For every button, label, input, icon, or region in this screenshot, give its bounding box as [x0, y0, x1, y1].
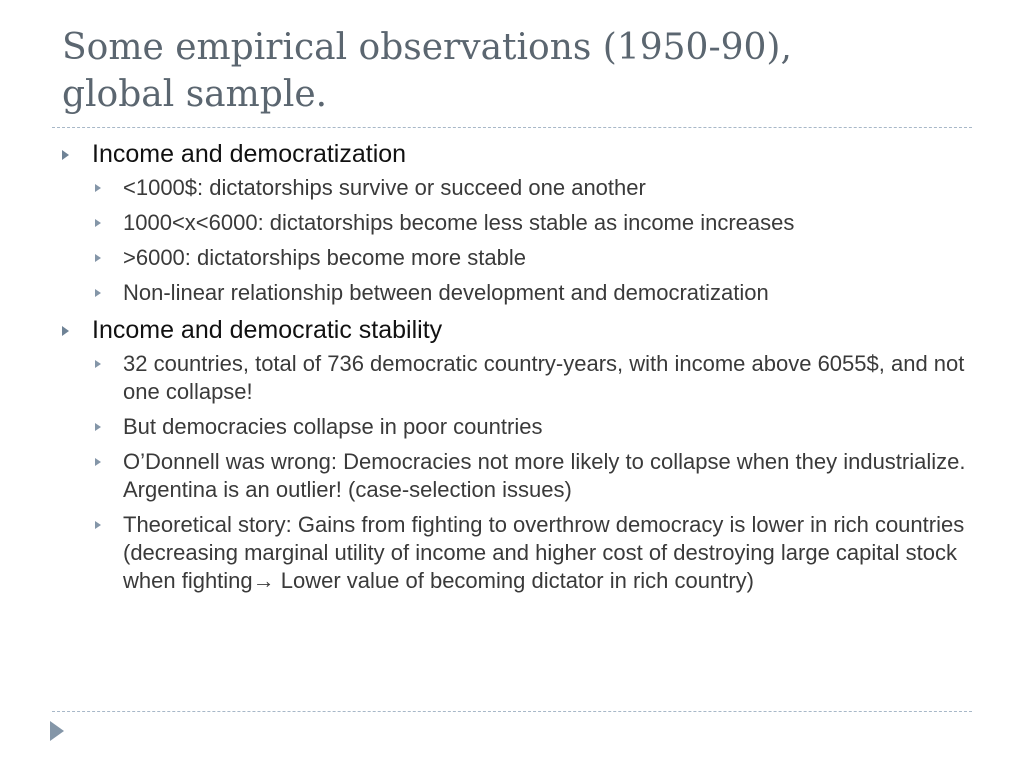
triangle-bullet-icon — [95, 184, 101, 192]
triangle-bullet-icon — [95, 521, 101, 529]
sub-bullet — [60, 174, 980, 202]
footer-divider — [52, 711, 972, 712]
triangle-bullet-icon — [62, 326, 69, 336]
triangle-bullet-icon — [95, 289, 101, 297]
slide-title-line-2: global sample. — [62, 74, 328, 115]
sub-bullet — [60, 448, 980, 504]
sub-bullet-text: But democracies collapse in poor countries — [123, 414, 543, 439]
sub-bullet — [60, 350, 980, 406]
sub-bullet — [60, 244, 980, 272]
sub-bullet-text: 1000<x<6000: dictatorships become less stable as income increases — [123, 210, 795, 235]
sub-bullet — [60, 511, 980, 595]
sub-bullet-text: >6000: dictatorships become more stable — [123, 245, 526, 270]
triangle-bullet-icon — [95, 219, 101, 227]
play-arrow-icon[interactable] — [50, 721, 64, 741]
sub-bullet — [60, 209, 980, 237]
triangle-bullet-icon — [95, 254, 101, 262]
triangle-bullet-icon — [95, 458, 101, 466]
sub-bullet-list — [60, 174, 980, 307]
sub-bullet-list — [60, 350, 980, 595]
triangle-bullet-icon — [95, 360, 101, 368]
bullet-income-democratization — [60, 138, 980, 170]
slide-title-line-1: Some empirical observations (1950-90), — [62, 27, 792, 68]
sub-bullet-text: 32 countries, total of 736 democratic country-years, with income above 6055$, and not one collapse! — [123, 351, 965, 404]
sub-bullet-text: O’Donnell was wrong: Democracies not more likely to collapse when they industrialize. Argentina is an outlier! (case-selection issues) — [123, 449, 966, 502]
bullet-text: Income and democratization — [92, 140, 407, 168]
sub-bullet-text: Non-linear relationship between development and democratization — [123, 280, 769, 305]
sub-bullet — [60, 413, 980, 441]
title-divider — [52, 127, 972, 128]
triangle-bullet-icon — [95, 423, 101, 431]
triangle-bullet-icon — [62, 150, 69, 160]
bullet-text: Income and democratic stability — [92, 316, 443, 344]
slide-body — [60, 138, 980, 602]
sub-bullet — [60, 279, 980, 307]
sub-bullet-text: <1000$: dictatorships survive or succeed one another — [123, 175, 646, 200]
bullet-income-democratic-stability — [60, 314, 980, 346]
sub-bullet-text: Theoretical story: Gains from fighting to overthrow democracy is lower in rich countries (decreasing marginal utility of income and higher cost of destroying large capital stock when fighting→ Lower value of becoming dictator in rich country) — [123, 512, 965, 593]
slide-title — [62, 24, 962, 118]
